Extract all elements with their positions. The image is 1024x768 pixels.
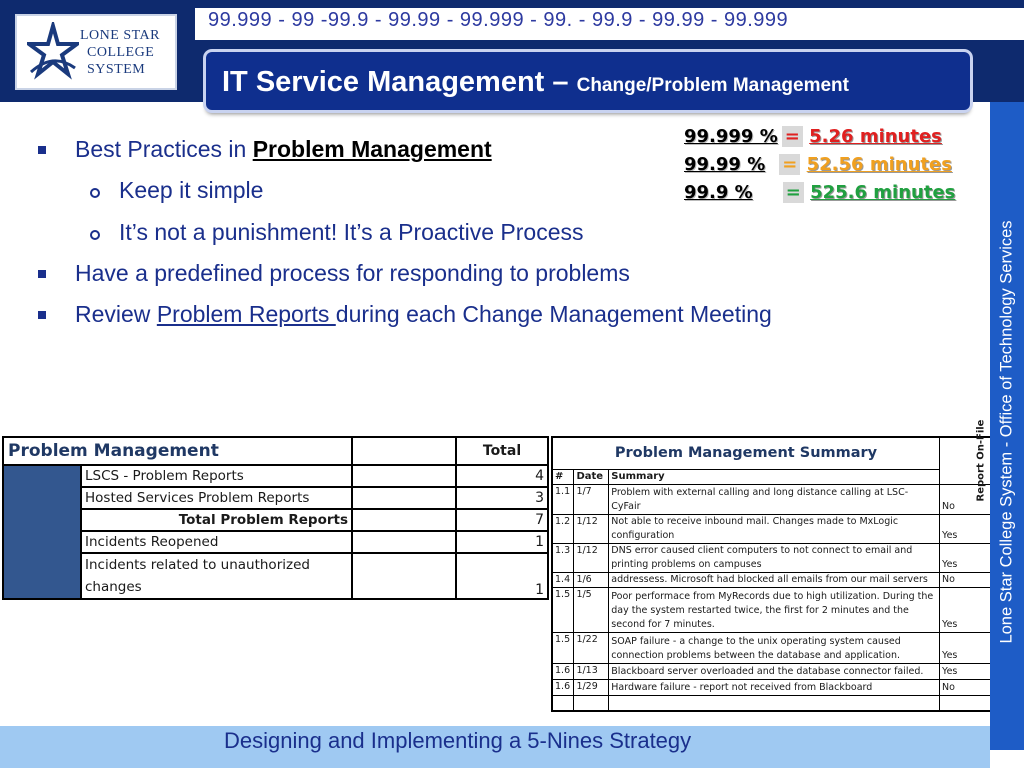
ring-bullet-icon	[90, 188, 100, 198]
square-bullet-icon	[38, 311, 46, 319]
total-column-header: Total	[456, 437, 548, 465]
table-row: 1.3 1/12 DNS error caused client computers to not connect to email and printing problems on campuses Yes	[552, 543, 1023, 572]
problem-reports-link[interactable]: Problem Reports	[156, 301, 336, 327]
footer-caption: Designing and Implementing a 5-Nines Strategy	[224, 728, 692, 753]
square-bullet-icon	[38, 146, 46, 154]
column-header-row: # Date Summary	[552, 469, 1023, 484]
logo-text-line1: LONE STAR	[80, 28, 160, 43]
star-icon	[27, 22, 79, 82]
table-row	[552, 695, 1023, 711]
table-row: 1.2 1/12 Not able to receive inbound mail. Changes made to MxLogic configuration Yes	[552, 514, 1023, 543]
table-row: 1.1 1/7 Problem with external calling and long distance calling at LSC-CyFair No	[552, 484, 1023, 514]
problem-management-table	[2, 436, 549, 600]
table-row: 1.4 1/6 addressess. Microsoft had blocked all emails from our mail servers No	[552, 572, 1023, 587]
table-row: 1.5 1/5 Poor performace from MyRecords due to high utilization. During the day the system restarted twice, the first for 2 minutes and the second for 7 minutes. Yes	[552, 587, 1023, 632]
problem-management-link[interactable]: Problem Management	[252, 136, 492, 162]
table-header-row	[552, 437, 1023, 469]
table-row: Incidents Reopened 1	[3, 531, 548, 553]
ring-bullet-icon	[90, 230, 100, 240]
table-row: LSCS - Problem Reports 4	[3, 465, 548, 487]
table-row: Total Problem Reports 7	[3, 509, 548, 531]
table-title: Problem Management	[3, 437, 352, 465]
title-bar	[206, 52, 970, 110]
table-row: 1.6 1/13 Blackboard server overloaded and the database connector failed. Yes	[552, 663, 1023, 679]
lone-star-logo	[15, 14, 177, 90]
page-title-sub: Change/Problem Management	[576, 75, 849, 96]
table-row: Hosted Services Problem Reports 3	[3, 487, 548, 509]
logo-text-line3: SYSTEM	[87, 62, 146, 77]
summary-table-title: Problem Management Summary	[552, 437, 940, 469]
table-row: 1.5 1/22 SOAP failure - a change to the unix operating system caused connection problems between the database and application. Yes	[552, 632, 1023, 663]
page-title-main: IT Service Management –	[222, 66, 577, 98]
availability-row: 99.9 % = 525.6 minutes	[684, 182, 956, 203]
page-title	[222, 66, 849, 99]
availability-row: 99.99 % = 52.56 minutes	[684, 154, 952, 175]
availability-row: 99.999 % = 5.26 minutes	[684, 126, 942, 147]
table-header-row	[3, 437, 548, 465]
table-row: 1.6 1/29 Hardware failure - report not received from Blackboard No	[552, 679, 1023, 695]
logo-text-line2: COLLEGE	[87, 45, 155, 60]
blue-side-cell	[3, 465, 81, 599]
table-row: Incidents related to unauthorized changes 1	[3, 553, 548, 599]
nines-ticker: 99.999 - 99 -99.9 - 99.99 - 99.999 - 99. - 99.9 - 99.99 - 99.999	[208, 9, 789, 31]
side-caption: Lone Star College System - Office of Technology Services	[997, 220, 1016, 644]
report-on-file-header: Report On-File	[940, 437, 1023, 484]
square-bullet-icon	[38, 270, 46, 278]
